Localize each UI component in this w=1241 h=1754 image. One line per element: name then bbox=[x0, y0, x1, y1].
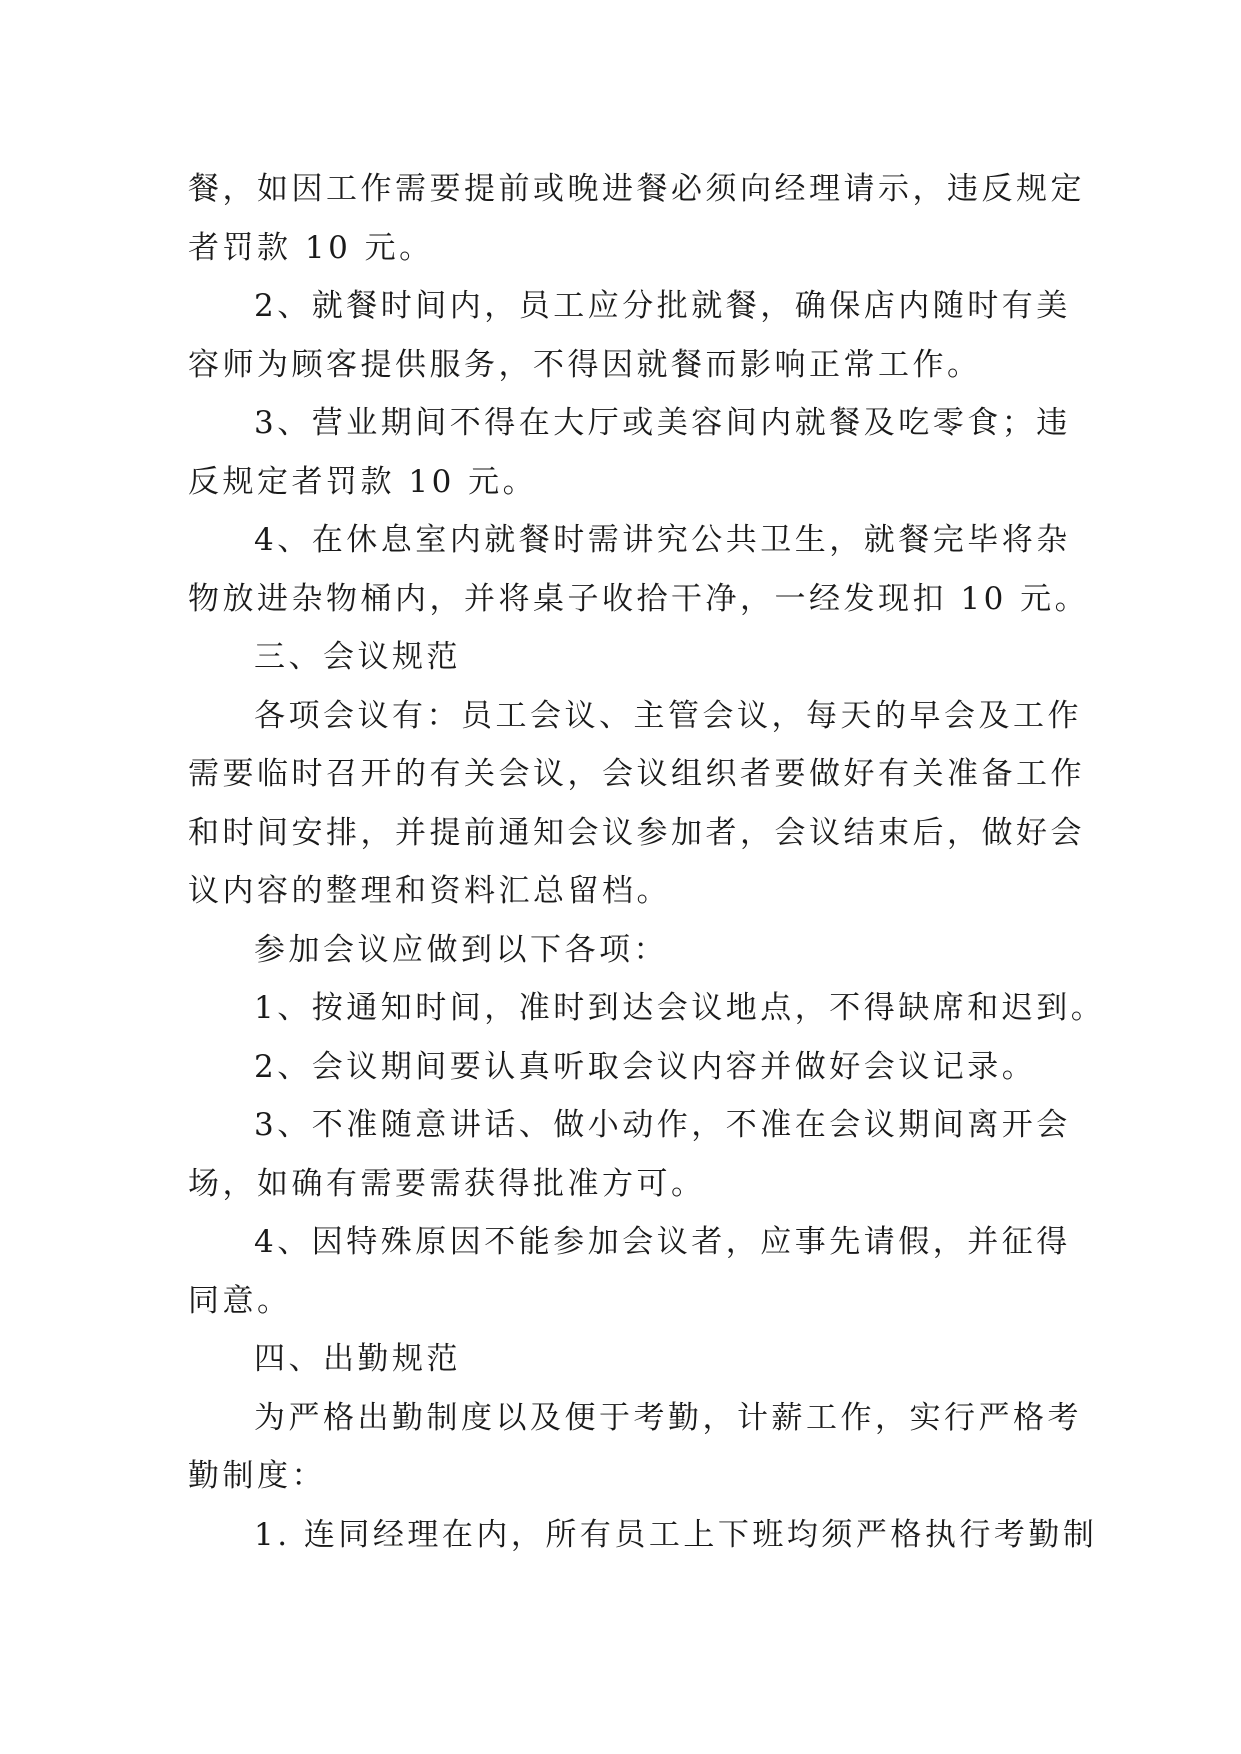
text-line: 4、在休息室内就餐时需讲究公共卫生，就餐完毕将杂 bbox=[254, 522, 1071, 558]
text-line: 和时间安排，并提前通知会议参加者，会议结束后，做好会 bbox=[188, 814, 1085, 851]
text-line: 物放进杂物桶内，并将桌子收拾干净，一经发现扣 10 元。 bbox=[188, 580, 1090, 617]
text-line: 2、就餐时间内，员工应分批就餐，确保店内随时有美 bbox=[254, 288, 1071, 324]
document-body bbox=[188, 160, 1106, 1564]
text-line: 容师为顾客提供服务，不得因就餐而影响正常工作。 bbox=[188, 346, 982, 383]
text-line: 2、会议期间要认真听取会议内容并做好会议记录。 bbox=[254, 1048, 1037, 1085]
text-line: 同意。 bbox=[188, 1282, 292, 1319]
section-heading: 三、会议规范 bbox=[254, 639, 461, 675]
text-line: 场，如确有需要需获得批准方可。 bbox=[188, 1165, 706, 1202]
text-line: 3、营业期间不得在大厅或美容间内就餐及吃零食；违 bbox=[254, 405, 1071, 441]
text-line: 反规定者罚款 10 元。 bbox=[188, 463, 538, 500]
text-line: 4、因特殊原因不能参加会议者，应事先请假，并征得 bbox=[254, 1224, 1071, 1260]
text-line: 参加会议应做到以下各项： bbox=[254, 931, 668, 968]
text-line: 1. 连同经理在内，所有员工上下班均须严格执行考勤制 bbox=[254, 1516, 1098, 1553]
text-line: 者罚款 10 元。 bbox=[188, 229, 434, 266]
text-line: 各项会议有：员工会议、主管会议，每天的早会及工作 bbox=[254, 697, 1082, 734]
text-line: 议内容的整理和资料汇总留档。 bbox=[188, 873, 671, 909]
text-line: 餐，如因工作需要提前或晚进餐必须向经理请示，违反规定 bbox=[188, 171, 1085, 207]
section-heading: 四、出勤规范 bbox=[254, 1341, 461, 1377]
text-line: 需要临时召开的有关会议，会议组织者要做好有关准备工作 bbox=[188, 756, 1085, 792]
text-line: 勤制度： bbox=[188, 1458, 326, 1494]
text-line: 1、按通知时间，准时到达会议地点，不得缺席和迟到。 bbox=[254, 990, 1106, 1026]
text-line: 为严格出勤制度以及便于考勤，计薪工作，实行严格考 bbox=[254, 1399, 1082, 1436]
text-line: 3、不准随意讲话、做小动作，不准在会议期间离开会 bbox=[254, 1107, 1071, 1143]
